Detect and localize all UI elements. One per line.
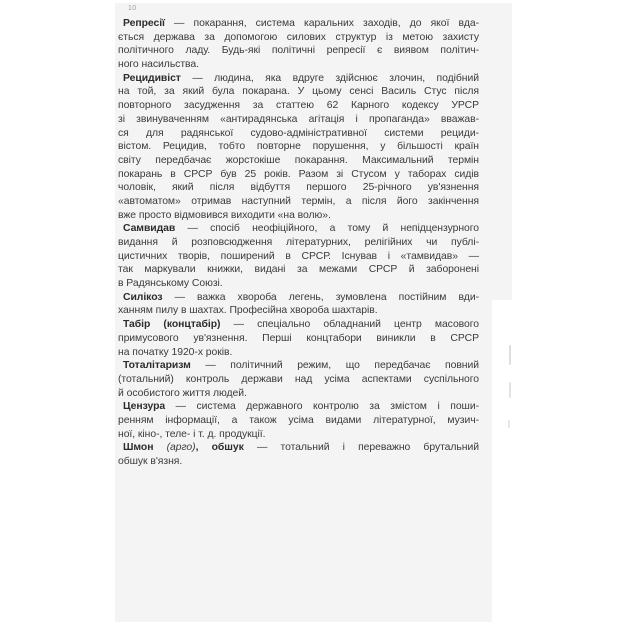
- definition-text: ханням пилу в шахтах. Професійна хвороба шахтарів.: [118, 305, 378, 317]
- glossary-entry: [118, 400, 479, 441]
- definition-text: вістом. Рецидив, тобто повторне порушення, у більшості країн: [118, 141, 479, 153]
- text-line: [118, 58, 479, 72]
- scan-artifact: [509, 382, 511, 398]
- text-line: [118, 85, 479, 99]
- definition-text: так маркували книжки, видані за межами СРСР й заборонені: [118, 264, 479, 276]
- text-line: [118, 387, 479, 401]
- glossary-entry: [118, 441, 479, 468]
- definition-text: ся для радянської судово-адміністративної системи рециди-: [118, 127, 479, 139]
- page-number: 10: [128, 5, 137, 12]
- glossary-entry: [118, 291, 479, 318]
- definition-text: — політичний режим, що передбачає повний: [190, 360, 479, 372]
- text-line: [118, 113, 479, 127]
- definition-text: ється держава за допомогою силових структур із метою захисту: [118, 31, 479, 43]
- text-line: [118, 154, 479, 168]
- glossary-term: Табір (концтабір): [123, 319, 221, 331]
- scan-artifact: [509, 345, 511, 365]
- glossary-entry: [118, 72, 479, 223]
- definition-text: на той, за який була покарана. У цьому сенсі Василь Стус після: [118, 86, 479, 98]
- definition-text: ної, кіно-, теле- і т. д. продукції.: [118, 428, 266, 440]
- text-line: [118, 414, 479, 428]
- glossary-entry: [118, 318, 479, 359]
- definition-text: ного насильства.: [118, 59, 199, 71]
- glossary-term: Силікоз: [123, 291, 163, 303]
- definition-text: — покарання, система каральних заходів, до якої вда-: [164, 18, 479, 29]
- definition-text: зі звинуваченням «антирадянська агітація і пропаганда» вважав-: [118, 113, 479, 125]
- text-line: [118, 250, 479, 264]
- text-line: [118, 17, 479, 31]
- page-edge-extension: [492, 3, 512, 300]
- definition-text: цистичних творів, поширений в СРСР. Існував і «тамвидав» —: [118, 250, 479, 262]
- glossary-term: Шмон: [123, 442, 167, 454]
- text-line: [118, 44, 479, 58]
- definition-text: (тотальний) контроль держави над усіма аспектами суспільного: [118, 373, 479, 385]
- definition-text: чоловік, який після відбуття першого 25-річного ув'язнення: [118, 182, 479, 194]
- text-line: [118, 318, 479, 332]
- text-line: [118, 346, 479, 360]
- glossary-term: Цензура: [123, 401, 166, 413]
- glossary-term: Самвидав: [123, 223, 176, 235]
- definition-text: «автоматом» отримав наступний термін, а після його закінчення: [118, 195, 479, 207]
- text-line: [118, 140, 479, 154]
- definition-text: примусового ув'язнення. Перші концтабори виникли в СРСР: [118, 332, 479, 344]
- definition-text: — важка хвороба легень, зумовлена постійним вди-: [162, 291, 479, 303]
- glossary-term: Тоталітаризм: [123, 360, 191, 372]
- definition-text: — людина, яка вдруге здійснює злочин, подібний: [180, 72, 479, 84]
- text-line: [118, 277, 479, 291]
- definition-text: (арго): [166, 442, 196, 454]
- definition-text: на початку 1920-х років.: [118, 346, 233, 358]
- text-line: [118, 291, 479, 305]
- definition-text: й особистого життя людей.: [118, 387, 247, 399]
- text-line: [118, 332, 479, 346]
- text-line: [118, 127, 479, 141]
- definition-text: світу передбачає жорстокіше покарання. Максимальний термін: [118, 154, 479, 166]
- text-line: [118, 441, 479, 455]
- text-line: [118, 359, 479, 373]
- definition-text: — спосіб неофіційного, а тому й непідцензурного: [175, 223, 479, 235]
- text-line: [118, 31, 479, 45]
- definition-text: покарань в СРСР був 25 років. Разом зі Стусом у таборах сидів: [118, 168, 479, 180]
- glossary-text: [118, 17, 479, 469]
- text-line: [118, 373, 479, 387]
- scan-artifact: [508, 420, 510, 428]
- text-line: [118, 400, 479, 414]
- text-line: [118, 304, 479, 318]
- glossary-term: ,: [195, 442, 212, 454]
- glossary-entry: [118, 17, 479, 72]
- text-line: [118, 209, 479, 223]
- text-line: [118, 99, 479, 113]
- glossary-term: обшук: [211, 442, 244, 454]
- text-line: [118, 263, 479, 277]
- definition-text: — тотальний і переважно брутальний: [243, 442, 479, 454]
- definition-text: ренням інформації, а також усіма видами літературної, музич-: [118, 414, 479, 426]
- text-line: [118, 195, 479, 209]
- definition-text: політичного ладу. Будь-які політичні репресії є виявом політич-: [118, 45, 479, 57]
- text-line: [118, 181, 479, 195]
- text-line: [118, 222, 479, 236]
- definition-text: — спеціально обладнаний центр масового: [220, 319, 479, 331]
- definition-text: вже просто відмовився виходити «на волю».: [118, 209, 331, 221]
- glossary-term: Репресії: [123, 18, 165, 29]
- definition-text: видання й розповсюдження літературних, релігійних чи публі-: [118, 237, 479, 248]
- glossary-term: Рецидивіст: [123, 72, 181, 84]
- glossary-entry: [118, 359, 479, 400]
- definition-text: обшук в'язня.: [118, 456, 183, 467]
- text-line: [118, 428, 479, 442]
- glossary-entry: [118, 222, 479, 290]
- definition-text: повторного засудження за статтею 62 Карного кодексу УРСР: [118, 100, 479, 112]
- text-line: [118, 236, 479, 250]
- text-line: [118, 72, 479, 86]
- definition-text: — система державного контролю за змістом і поши-: [165, 401, 479, 413]
- text-line: [118, 455, 479, 469]
- definition-text: в Радянському Союзі.: [118, 278, 223, 290]
- text-line: [118, 168, 479, 182]
